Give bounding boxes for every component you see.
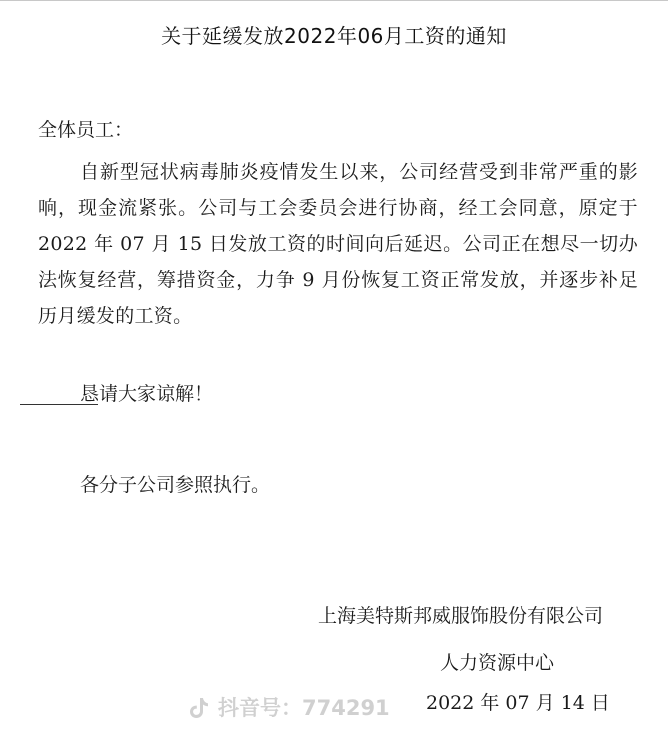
watermark bbox=[188, 694, 390, 722]
signature-department: 人力资源中心 bbox=[440, 652, 555, 674]
notice-title: 关于延缓发放2022年06月工资的通知 bbox=[161, 24, 507, 48]
douyin-logo-icon bbox=[188, 696, 210, 720]
watermark-text: 抖音号：774291 bbox=[218, 696, 390, 720]
signature-company: 上海美特斯邦威服饰股份有限公司 bbox=[318, 605, 604, 627]
signature-date: 2022 年 07 月 14 日 bbox=[426, 692, 610, 714]
notice-body: 自新型冠状病毒肺炎疫情发生以来，公司经营受到非常严重的影响，现金流紧张。公司与工会委员会进行协商，经工会同意，原定于 2022 年 07 月 15 日发放工资的时间向后延迟。公司正在想尽一切办法恢复经营，筹措资金，力争 9 月份恢复工资正常发放，并逐步补足历月缓发的工资。 bbox=[38, 161, 638, 327]
salutation: 全体员工： bbox=[38, 119, 134, 141]
instruction-line: 各分子公司参照执行。 bbox=[80, 474, 271, 496]
top-border bbox=[0, 0, 668, 1]
request-line: 恳请大家谅解！ bbox=[80, 383, 214, 405]
